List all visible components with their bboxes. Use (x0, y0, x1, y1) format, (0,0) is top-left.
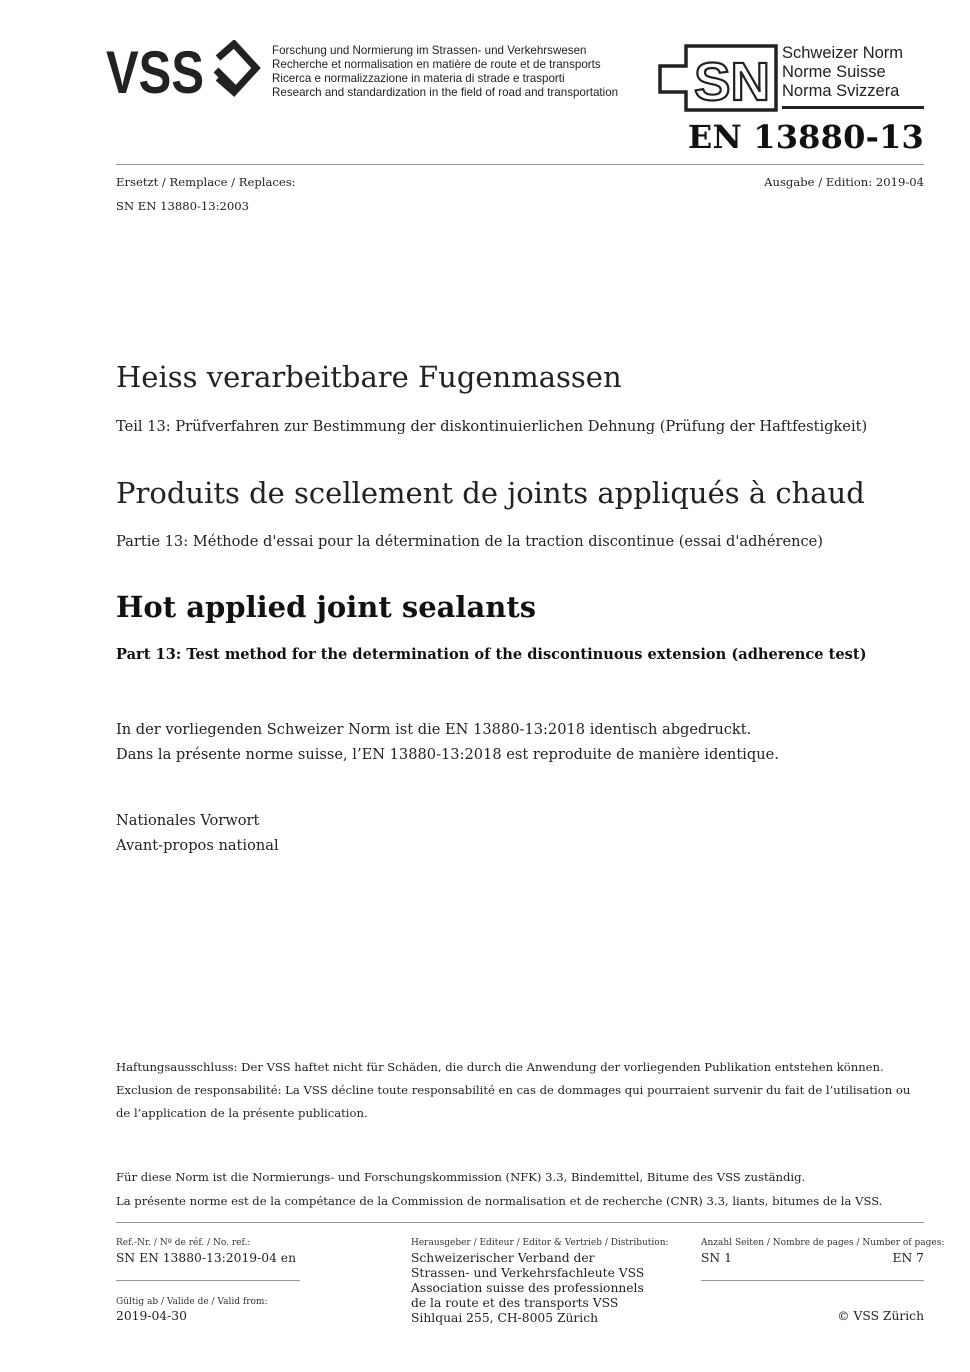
sn-names (782, 44, 903, 101)
sn-name-fr: Norme Suisse (782, 63, 886, 81)
replaces-value: SN EN 13880-13:2003 (116, 199, 250, 213)
sn-rule (782, 106, 924, 109)
disclaimer-fr-line2: de l’application de la présente publication. (116, 1106, 368, 1120)
publisher-label: Herausgeber / Editeur / Editor & Vertrieb / Distribution: (411, 1238, 669, 1248)
subtitle-fr: Partie 13: Méthode d'essai pour la détermination de la traction discontinue (essai d'adhérence) (116, 533, 823, 550)
standard-number: EN 13880-13 (687, 118, 924, 156)
committee-de: Für diese Norm ist die Normierungs- und Forschungskommission (NFK) 3.3, Bindemittel, Bitume des VSS zuständig. (116, 1170, 806, 1184)
identity-notice-de: In der vorliegenden Schweizer Norm ist die EN 13880-13:2018 identisch abgedruckt. (116, 721, 752, 738)
sn-name-it: Norma Svizzera (782, 82, 900, 100)
vss-description-de: Forschung und Normierung im Strassen- und Verkehrswesen (272, 44, 587, 57)
vss-logo-text: VSS (106, 40, 204, 100)
foreword-fr: Avant-propos national (116, 837, 279, 854)
ref-rule (116, 1280, 300, 1281)
footer-divider (116, 1222, 924, 1223)
pages-en: EN 7 (892, 1251, 924, 1265)
title-de: Heiss verarbeitbare Fugenmassen (116, 360, 622, 394)
ref-value: SN EN 13880-13:2019-04 en (116, 1251, 297, 1265)
publisher-line: Association suisse des professionnels (411, 1281, 644, 1295)
identity-notice-fr: Dans la présente norme suisse, l’EN 13880-13:2018 est reproduite de manière identique. (116, 746, 779, 763)
pages-rule (701, 1280, 924, 1281)
vss-description (272, 44, 618, 100)
foreword-de: Nationales Vorwort (116, 812, 260, 829)
subtitle-de: Teil 13: Prüfverfahren zur Bestimmung der diskontinuierlichen Dehnung (Prüfung der Haftfestigkeit) (116, 418, 868, 435)
publisher-line: Strassen- und Verkehrsfachleute VSS (411, 1266, 645, 1280)
publisher-address (411, 1251, 644, 1326)
publisher-line: de la route et des transports VSS (411, 1296, 619, 1310)
committee-fr: La présente norme est de la compétance de la Commission de normalisation et de recherche (CNR) 3.3, liants, bitumes de la VSS. (116, 1194, 883, 1208)
vss-logo (106, 40, 266, 104)
title-en: Hot applied joint sealants (116, 590, 537, 624)
publisher-line: Schweizerischer Verband der (411, 1251, 595, 1265)
subtitle-en: Part 13: Test method for the determination of the discontinuous extension (adherence test) (116, 646, 867, 663)
edition: Ausgabe / Edition: 2019-04 (764, 175, 924, 189)
pages-sn: SN 1 (701, 1251, 732, 1265)
valid-value: 2019-04-30 (116, 1309, 187, 1323)
header-divider (116, 164, 924, 165)
sn-logo-text: SN (694, 52, 770, 112)
vss-description-fr: Recherche et normalisation en matière de route et de transports (272, 58, 601, 71)
ref-label: Ref.-Nr. / Nº de réf. / No. ref.: (116, 1238, 251, 1248)
disclaimer-de: Haftungsausschluss: Der VSS haftet nicht für Schäden, die durch die Anwendung der vorliegenden Publikation entstehen können. (116, 1060, 884, 1074)
sn-name-de: Schweizer Norm (782, 44, 904, 62)
vss-description-it: Ricerca e normalizzazione in materia di strade e trasporti (272, 72, 565, 85)
title-fr: Produits de scellement de joints appliqués à chaud (116, 476, 865, 510)
valid-label: Gültig ab / Valide de / Valid from: (116, 1297, 268, 1307)
pages-label: Anzahl Seiten / Nombre de pages / Number of pages: (701, 1238, 945, 1248)
sn-logo (658, 44, 780, 118)
publisher-line: Sihlquai 255, CH-8005 Zürich (411, 1311, 599, 1325)
vss-description-en: Research and standardization in the field of road and transportation (272, 86, 619, 99)
copyright: © VSS Zürich (837, 1309, 924, 1323)
replaces-label: Ersetzt / Remplace / Replaces: (116, 175, 296, 189)
disclaimer-fr-line1: Exclusion de responsabilité: La VSS décline toute responsabilité en cas de dommages qui pourraient survenir du fait de l’utilisation ou (116, 1083, 911, 1097)
